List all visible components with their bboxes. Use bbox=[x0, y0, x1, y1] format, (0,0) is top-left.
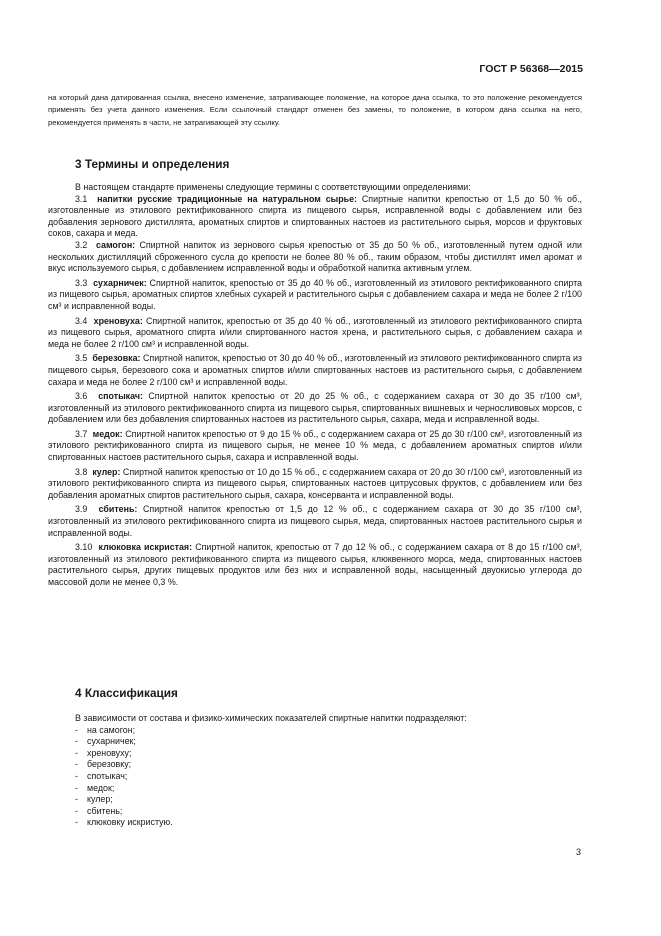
term-number: 3.3 bbox=[75, 277, 88, 288]
page-number: 3 bbox=[575, 847, 581, 857]
list-item-text: березовку; bbox=[87, 759, 132, 770]
term-definition bbox=[48, 278, 582, 313]
list-item-text: клюковку искристую. bbox=[87, 817, 173, 828]
intro-paragraph: на который дана датированная ссылка, внесено изменение, затрагивающее положение, на которое дана ссылка, то это положение рекомендуется применять без учета данного изменения. Если ссылочный стандарт отменен без замены, то положение, в котором дана ссылка на него, рекомендуется применять в части, не затрагивающей эту ссылку. bbox=[48, 93, 582, 127]
list-item: - березовку; bbox=[75, 759, 132, 770]
term-text: Спиртные напитки крепостью от 1,5 до 50 % об., изготовленные из этилового ректификованного спирта из пищевого сырья, исправленной воды с добавлением или без добавления зернового дистиллята, ароматных спиртов и спиртованных настоев из растительного сырья, морсов и фруктовых соков, сахара и меда. bbox=[48, 193, 582, 239]
term-name: медок: bbox=[92, 428, 123, 439]
list-item-text: медок; bbox=[87, 782, 115, 793]
section-4-body bbox=[48, 713, 582, 829]
term-definition bbox=[48, 353, 582, 388]
term-text: Спиртной напиток, крепостью от 35 до 40 % об., изготовленный из этилового ректификованного спирта из пищевого сырья, ароматных спиртов хлебных сухарей и растительного сырья с добавлением сахара и меда не более 2 г/100 см³ и исправленной воды. bbox=[48, 277, 582, 311]
list-item: - хреновуху; bbox=[75, 747, 132, 758]
term-definition bbox=[48, 467, 582, 502]
list-item: - клюковку искристую. bbox=[75, 817, 173, 828]
list-item: - спотыкач; bbox=[75, 770, 128, 781]
term-text: Спиртной напиток крепостью от 10 до 15 % об., с содержанием сахара от 20 до 30 г/100 см³, изготовленный из этилового ректификованного спирта из пищевого сырья, спиртованных настоев цитрусовых фруктов, с добавлением или без добавления ароматных спиртов растительного сырья, сахара, консерванта и исправленной воды. bbox=[48, 466, 582, 500]
term-definition bbox=[48, 504, 582, 539]
term-name: хреновуха: bbox=[93, 315, 143, 326]
term-number: 3.2 bbox=[75, 239, 88, 250]
term-definition bbox=[48, 316, 582, 351]
term-number: 3.1 bbox=[75, 193, 88, 204]
list-item-text: на самогон; bbox=[87, 724, 136, 735]
term-text: Спиртной напиток, крепостью от 30 до 40 % об., изготовленный из этилового ректификованного спирта из пищевого сырья, березового сока и ароматных спиртов и/или спиртованных настоев из растительного сырья, с добавлением сахара и меда не более 2 г/100 см³ и исправленной воды. bbox=[48, 353, 583, 387]
list-item: - кулер; bbox=[75, 794, 113, 805]
list-item-text: сбитень; bbox=[87, 805, 123, 816]
term-number: 3.7 bbox=[75, 428, 88, 439]
term-definition bbox=[48, 194, 582, 240]
term-number: 3.4 bbox=[75, 315, 88, 326]
list-item: - сухарничек; bbox=[75, 736, 136, 747]
term-definition bbox=[48, 429, 582, 464]
term-number: 3.10 bbox=[75, 542, 93, 553]
section-3-body bbox=[48, 182, 582, 589]
list-item-text: хреновуху; bbox=[87, 747, 132, 758]
term-text: Спиртной напиток крепостью от 1,5 до 12 % об., с содержанием сахара от 30 до 35 г/100 см³, изготовленный из этилового ректификованного спирта из пищевого сырья, меда, спиртованных настоев растительного сырья и исправленной воды. bbox=[48, 504, 582, 538]
term-name: сухарничек: bbox=[93, 277, 147, 288]
term-number: 3.6 bbox=[75, 391, 88, 402]
term-definition bbox=[48, 391, 582, 426]
term-name: кулер: bbox=[92, 466, 121, 477]
term-name: напитки русские традиционные на натуральном сырье: bbox=[97, 193, 357, 204]
section-3-title: 3 Термины и определения bbox=[75, 157, 230, 171]
section-4-lead: В зависимости от состава и физико-химических показателей спиртные напитки подразделяют: bbox=[75, 713, 467, 723]
term-text: Спиртной напиток крепостью от 20 до 25 % об., с содержанием сахара от 30 до 35 г/100 см³, изготовленный из этилового ректификованного спирта из пищевого сырья, спиртованных вишневых и черносливовых морсов, с добавлением или без добавления спиртованных настоев из растительного сырья, сахара, меда и исправленной воды. bbox=[48, 391, 582, 425]
list-item-text: кулер; bbox=[87, 794, 113, 805]
term-text: Спиртной напиток крепостью от 9 до 15 % об., с содержанием сахара от 25 до 30 г/100 см³, изготовленный из этилового ректификованного спирта из пищевого сырья, не менее 10 % меда, с добавлением ароматных спиртов и/или спиртованных настоев растительного сырья, сахара и исправленной воды. bbox=[48, 428, 582, 463]
term-number: 3.9 bbox=[75, 504, 88, 515]
term-name: спотыкач: bbox=[98, 391, 143, 402]
section-4-title: 4 Классификация bbox=[75, 686, 178, 700]
term-definition bbox=[48, 542, 582, 588]
term-text: Спиртной напиток, крепостью от 35 до 40 % об., изготовленный из этилового ректификованного спирта из пищевого сырья, ароматного спирта и/или спиртованного настоя хрена, и растительного сырья, с добавлением сахара и меда не более 2 г/100 см³ и исправленной воды. bbox=[48, 315, 582, 349]
list-item: - на самогон; bbox=[75, 724, 136, 735]
term-name: клюковка искристая: bbox=[98, 542, 193, 553]
term-name: самогон: bbox=[95, 239, 136, 250]
document-header: ГОСТ Р 56368—2015 bbox=[479, 63, 583, 75]
section-3-lead: В настоящем стандарте применены следующие термины с соответствующими определениями: bbox=[75, 182, 471, 192]
list-item: - медок; bbox=[75, 782, 115, 793]
classification-list bbox=[48, 725, 582, 829]
terms-list bbox=[48, 194, 582, 589]
term-text: Спиртной напиток из зернового сырья крепостью от 35 до 50 % об., изготовленный путем одной или нескольких дистилляций сброженного сусла до крепости не более 80 % об., таким образом, чтобы дистиллят имел аромат и вкус используемого сырья, с добавлением исправленной воды и обработкой напитка активным углем. bbox=[48, 239, 582, 274]
term-number: 3.5 bbox=[75, 353, 88, 364]
term-number: 3.8 bbox=[75, 466, 88, 477]
term-text: Спиртной напиток, крепостью от 7 до 12 % об., с содержанием сахара от 8 до 15 г/100 см³, изготовленный из этилового ректификованного спирта из пищевого сырья, клюквенного морса, меда, спиртованных настоев растительного сырья, других пищевых продуктов или без них и исправленной воды, насыщенный двуокисью углерода до массовой доли не менее 0,3 %. bbox=[48, 542, 582, 587]
term-definition bbox=[48, 240, 582, 275]
list-item-text: спотыкач; bbox=[87, 770, 128, 781]
list-item: - сбитень; bbox=[75, 805, 123, 816]
term-name: сбитень: bbox=[98, 504, 138, 515]
term-name: березовка: bbox=[92, 353, 141, 364]
list-item-text: сухарничек; bbox=[87, 736, 136, 747]
